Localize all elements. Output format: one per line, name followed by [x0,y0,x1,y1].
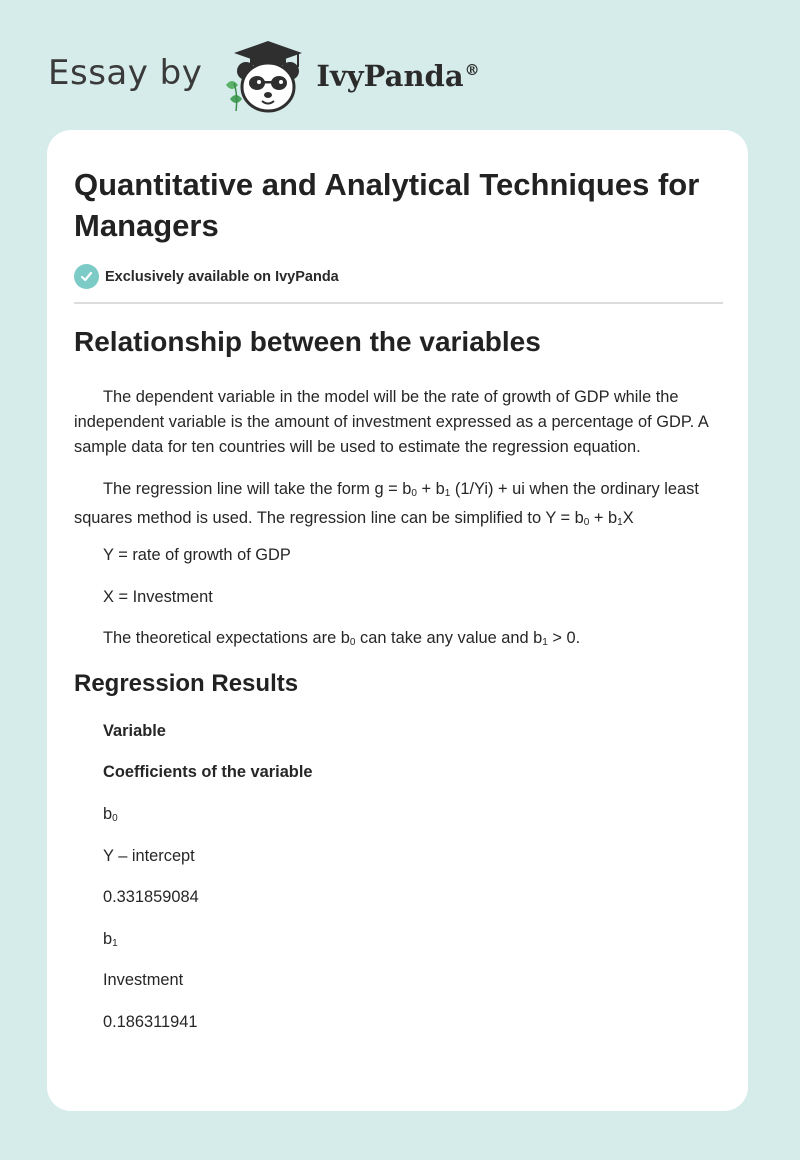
paragraph-expectations: The theoretical expectations are $b_0$ can take any value and $b_1 > 0$. [103,629,581,648]
brand-name: IvyPanda® [316,59,480,93]
results-b0-variable: $b_0$ [103,805,118,824]
exclusive-badge [74,264,339,289]
divider [74,302,723,304]
definition-x: X = Investment [103,588,213,606]
panda-logo-icon [216,37,312,115]
site-header [48,36,480,116]
results-b1-label: Investment [103,971,184,989]
section-heading-relationship: Relationship between the variables [74,326,541,357]
badge-label: Exclusively available on IvyPanda [105,268,339,285]
section-heading-results: Regression Results [74,670,299,697]
definition-y: Y = rate of growth of GDP [103,546,291,564]
check-icon [74,264,99,289]
results-b1-variable: $b_1$ [103,930,118,949]
page-title: Quantitative and Analytical Techniques for Managers [74,167,700,243]
essay-card [47,130,748,1111]
paragraph-variables: The dependent variable in the model will be the rate of growth of GDP while the independent variable is the amount of investment expressed as a percentage of GDP. A sample data for ten countries will be used to estimate the regression equation. [74,388,708,456]
results-b0-label: Y – intercept [103,847,195,865]
results-b0-value: 0.331859084 [103,888,199,906]
results-header-coefficients: Coefficients of the variable [103,763,313,781]
results-header-variable: Variable [103,722,166,740]
paragraph-regression-line: The regression line will take the form $g = b_0 + b_1$ (1/Yi) + ui when the ordinary least squares method is used. The regression line can be simplified to $Y = b_0 + b_1X$ [74,480,699,528]
results-b1-value: 0.186311941 [103,1013,198,1031]
essay-by-label: Essay by [48,53,203,93]
